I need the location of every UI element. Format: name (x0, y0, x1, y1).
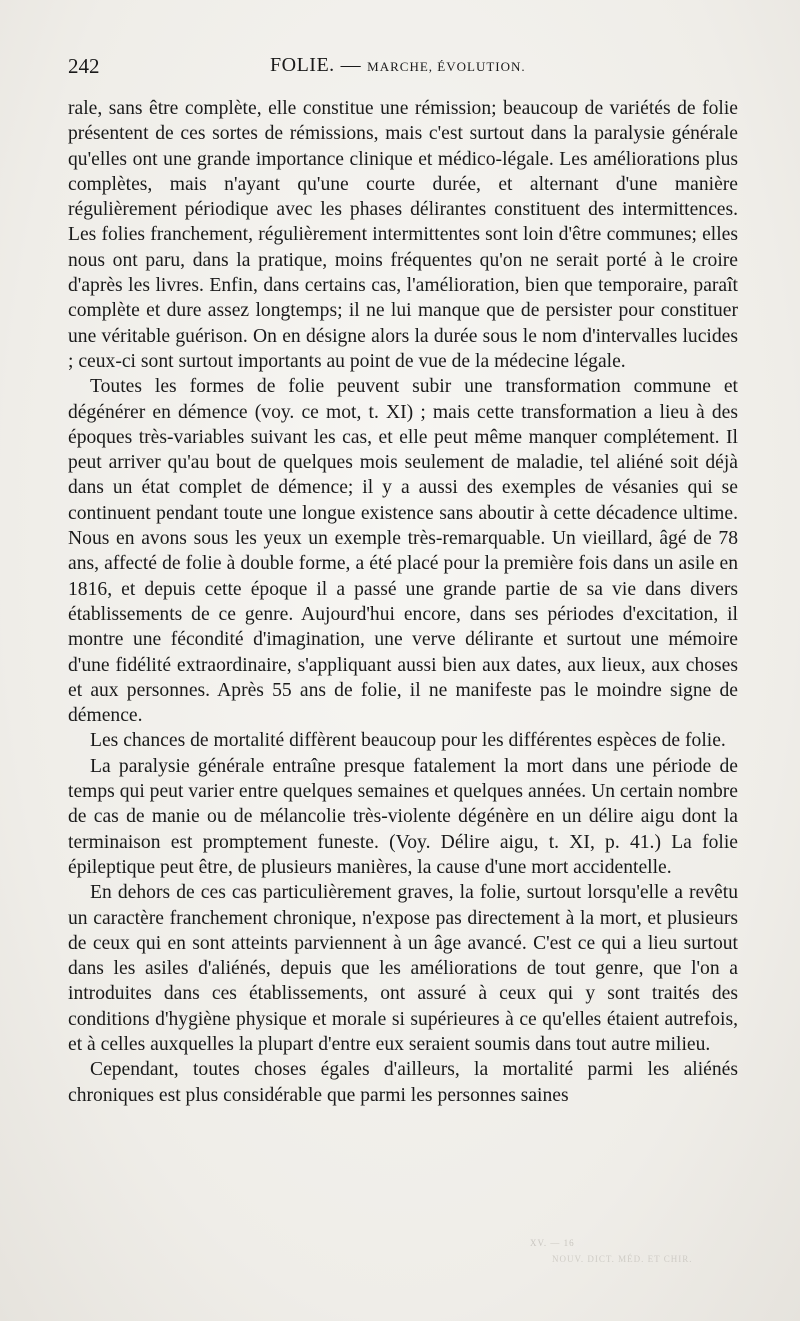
paragraph: Cependant, toutes choses égales d'ailleurs, la mortalité parmi les aliénés chroniques est plus considérable que parmi les personnes saines (68, 1059, 738, 1106)
running-title (270, 54, 526, 77)
volume-mark: XV. — 16 (530, 1238, 575, 1248)
page-number: 242 (68, 54, 100, 78)
body-text (68, 96, 738, 1108)
running-head (68, 46, 738, 82)
paragraph: rale, sans être complète, elle constitue une rémission; beaucoup de variétés de folie présentent de ces sortes de rémissions, mais c'est surtout dans la paralysie générale qu'elles ont une grande importance clinique et médico-légale. Les améliorations plus complètes, mais n'ayant qu'une courte durée, et alternant d'une manière régulièrement périodique avec les phases délirantes constituent des intermittences. Les folies franchement, régulièrement intermittentes sont loin d'être communes; elles nous ont paru, dans la pratique, moins fréquentes qu'on ne serait porté à le croire d'après les livres. Enfin, dans certains cas, l'amélioration, bien que temporaire, paraît complète et dure assez longtemps; il ne lui manque que de persister pour constituer une véritable guérison. On en désigne alors la durée sous le nom d'intervalles lucides ; ceux-ci sont surtout importants au point de vue de la médecine légale. (68, 98, 738, 372)
running-title-dash: — (340, 54, 362, 76)
running-title-subtitle: MARCHE, ÉVOLUTION. (367, 59, 526, 74)
paragraph: Les chances de mortalité diffèrent beaucoup pour les différentes espèces de folie. (90, 730, 726, 752)
paragraph: La paralysie générale entraîne presque fatalement la mort dans une période de temps qui peut varier entre quelques semaines et quelques années. Un certain nombre de cas de manie ou de mélancolie très-violente dégénère en un délire aigu dont la terminaison est promptement funeste. (Voy. Délire aigu, t. XI, p. 41.) La folie épileptique peut être, de plusieurs manières, la cause d'une mort accidentelle. (68, 755, 738, 878)
paragraph: En dehors de ces cas particulièrement graves, la folie, surtout lorsqu'elle a revêtu un caractère franchement chronique, n'expose pas directement à la mort, et plusieurs de ceux qui en sont atteints parviennent à un âge avancé. C'est ce qui a lieu surtout dans les asiles d'aliénés, depuis que les améliorations de tout genre, que l'on a introduites dans ces établissements, ont assuré à ceux qui y sont traités des conditions d'hygiène physique et morale si supérieures à ce qu'elles étaient autrefois, et à celles auxquelles la plupart d'entre eux seraient soumis dans tout autre milieu. (68, 882, 738, 1055)
paragraph: Toutes les formes de folie peuvent subir une transformation commune et dégénérer en démence (voy. ce mot, t. XI) ; mais cette transformation a lieu à des époques très-variables suivant les cas, et elle peut même manquer complétement. Il peut arriver qu'au bout de quelques mois seulement de maladie, tel aliéné soit déjà dans un état complet de démence; il y a aussi des exemples de vésanies qui se continuent pendant toute une longue existence sans aboutir à cette décadence ultime. Nous en avons sous les yeux un exemple très-remarquable. Un vieillard, âgé de 78 ans, affecté de folie à double forme, a été placé pour la première fois dans un asile en 1816, et depuis cette époque il a passé une grande partie de sa vie dans divers établissements de ce genre. Aujourd'hui encore, dans ses périodes d'excitation, il montre une fécondité d'imagination, une verve délirante et surtout une mémoire d'une fidélité extraordinaire, s'appliquant aussi bien aux dates, aux lieux, aux choses et aux personnes. Après 55 ans de folie, il ne manifeste pas le moindre signe de démence. (68, 376, 738, 727)
running-title-main: FOLIE. (270, 54, 335, 76)
signature-mark: NOUV. DICT. MÉD. ET CHIR. (552, 1254, 693, 1264)
